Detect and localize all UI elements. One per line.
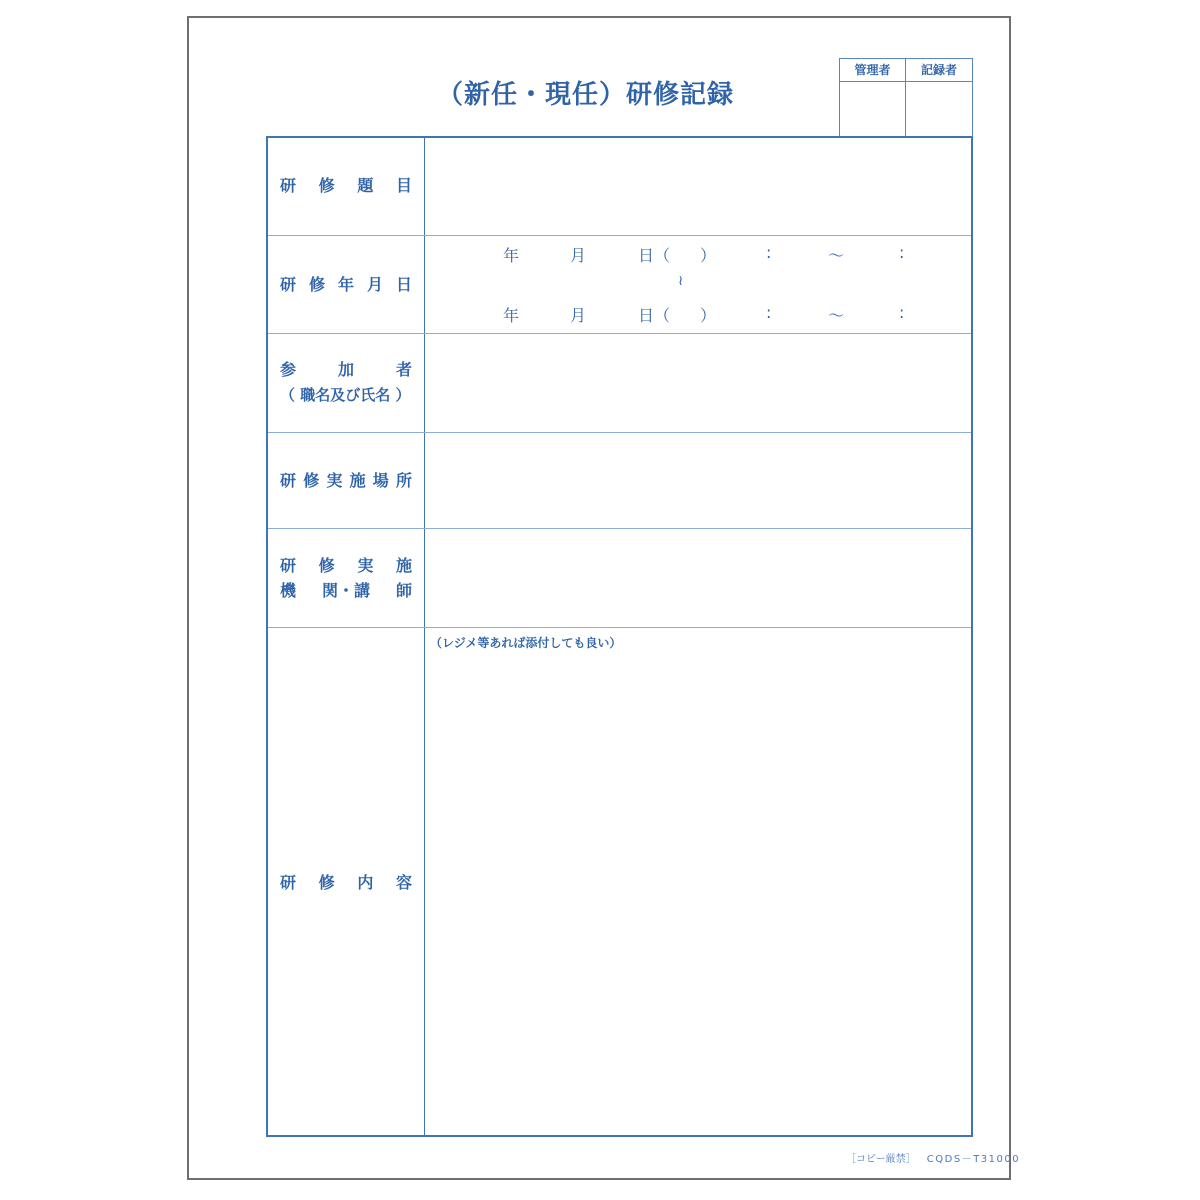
month-mark: 月 (570, 306, 587, 325)
month-mark: 月 (570, 246, 587, 265)
date-label (280, 273, 412, 297)
time-colon: : (899, 243, 905, 262)
participants-label (280, 358, 412, 382)
time-colon: : (766, 303, 772, 322)
manager-stamp-cell[interactable] (840, 59, 906, 136)
time-colon: : (766, 243, 772, 262)
form-title: （新任・現任）研修記録 (437, 80, 735, 110)
instructor-label (280, 579, 412, 603)
label-char: 施 (395, 556, 412, 575)
label-char: 加 (337, 360, 354, 379)
time-tilde: ～ (828, 306, 845, 325)
participants-sublabel: （ 職名及び氏名 ） (280, 386, 411, 404)
training-record-table (266, 136, 973, 1137)
label-char: 研 (280, 471, 297, 490)
time-colon: : (899, 303, 905, 322)
label-char: 参 (280, 360, 297, 379)
label-char: 研 (280, 556, 297, 575)
label-char: 容 (395, 873, 412, 892)
label-char: 施 (349, 471, 366, 490)
label-char: 師 (395, 581, 412, 600)
copy-prohibited-note: ［コピー厳禁］ (846, 1154, 916, 1165)
year-mark: 年 (503, 246, 520, 265)
label-char: 実 (357, 556, 374, 575)
label-char: 内 (357, 873, 374, 892)
label-char: 関・講 (321, 581, 370, 600)
label-char: 研 (280, 176, 297, 195)
label-char: 題 (357, 176, 374, 195)
row-divider (268, 528, 971, 529)
column-divider (424, 138, 425, 1135)
topic-label (280, 174, 412, 198)
label-char: 目 (395, 176, 412, 195)
time-tilde: ～ (828, 246, 845, 265)
venue-label (280, 469, 412, 493)
recorder-label: 記録者 (906, 59, 972, 82)
label-char: 月 (366, 275, 383, 294)
label-char: 研 (280, 873, 297, 892)
weekday-close: ） (700, 306, 717, 325)
attachment-note: （レジメ等あれば添付しても良い） (430, 636, 622, 650)
weekday-close: ） (700, 246, 717, 265)
label-char: 修 (303, 471, 320, 490)
label-char: 実 (326, 471, 343, 490)
day-mark: 日（ (638, 306, 671, 325)
label-char: 所 (395, 471, 412, 490)
label-char: 日 (395, 275, 412, 294)
row-divider (268, 235, 971, 236)
label-char: 修 (318, 873, 335, 892)
label-char: 場 (372, 471, 389, 490)
label-char: 修 (308, 275, 325, 294)
form-footer (846, 1150, 1020, 1165)
year-mark: 年 (503, 306, 520, 325)
approval-box (839, 58, 973, 137)
label-char: 年 (337, 275, 354, 294)
label-char: 修 (318, 556, 335, 575)
content-label (280, 871, 412, 895)
row-divider (268, 333, 971, 334)
label-char: 研 (280, 275, 297, 294)
label-char: 機 (280, 581, 297, 600)
form-code: CQDS－T31000 (926, 1154, 1021, 1165)
row-divider (268, 432, 971, 433)
row-divider (268, 627, 971, 628)
manager-label: 管理者 (840, 59, 905, 82)
day-mark: 日（ (638, 246, 671, 265)
organization-label (280, 554, 412, 578)
label-char: 者 (395, 360, 412, 379)
label-char: 修 (318, 176, 335, 195)
date-range-mark: ≀ (678, 273, 684, 289)
recorder-stamp-cell[interactable] (906, 59, 972, 136)
